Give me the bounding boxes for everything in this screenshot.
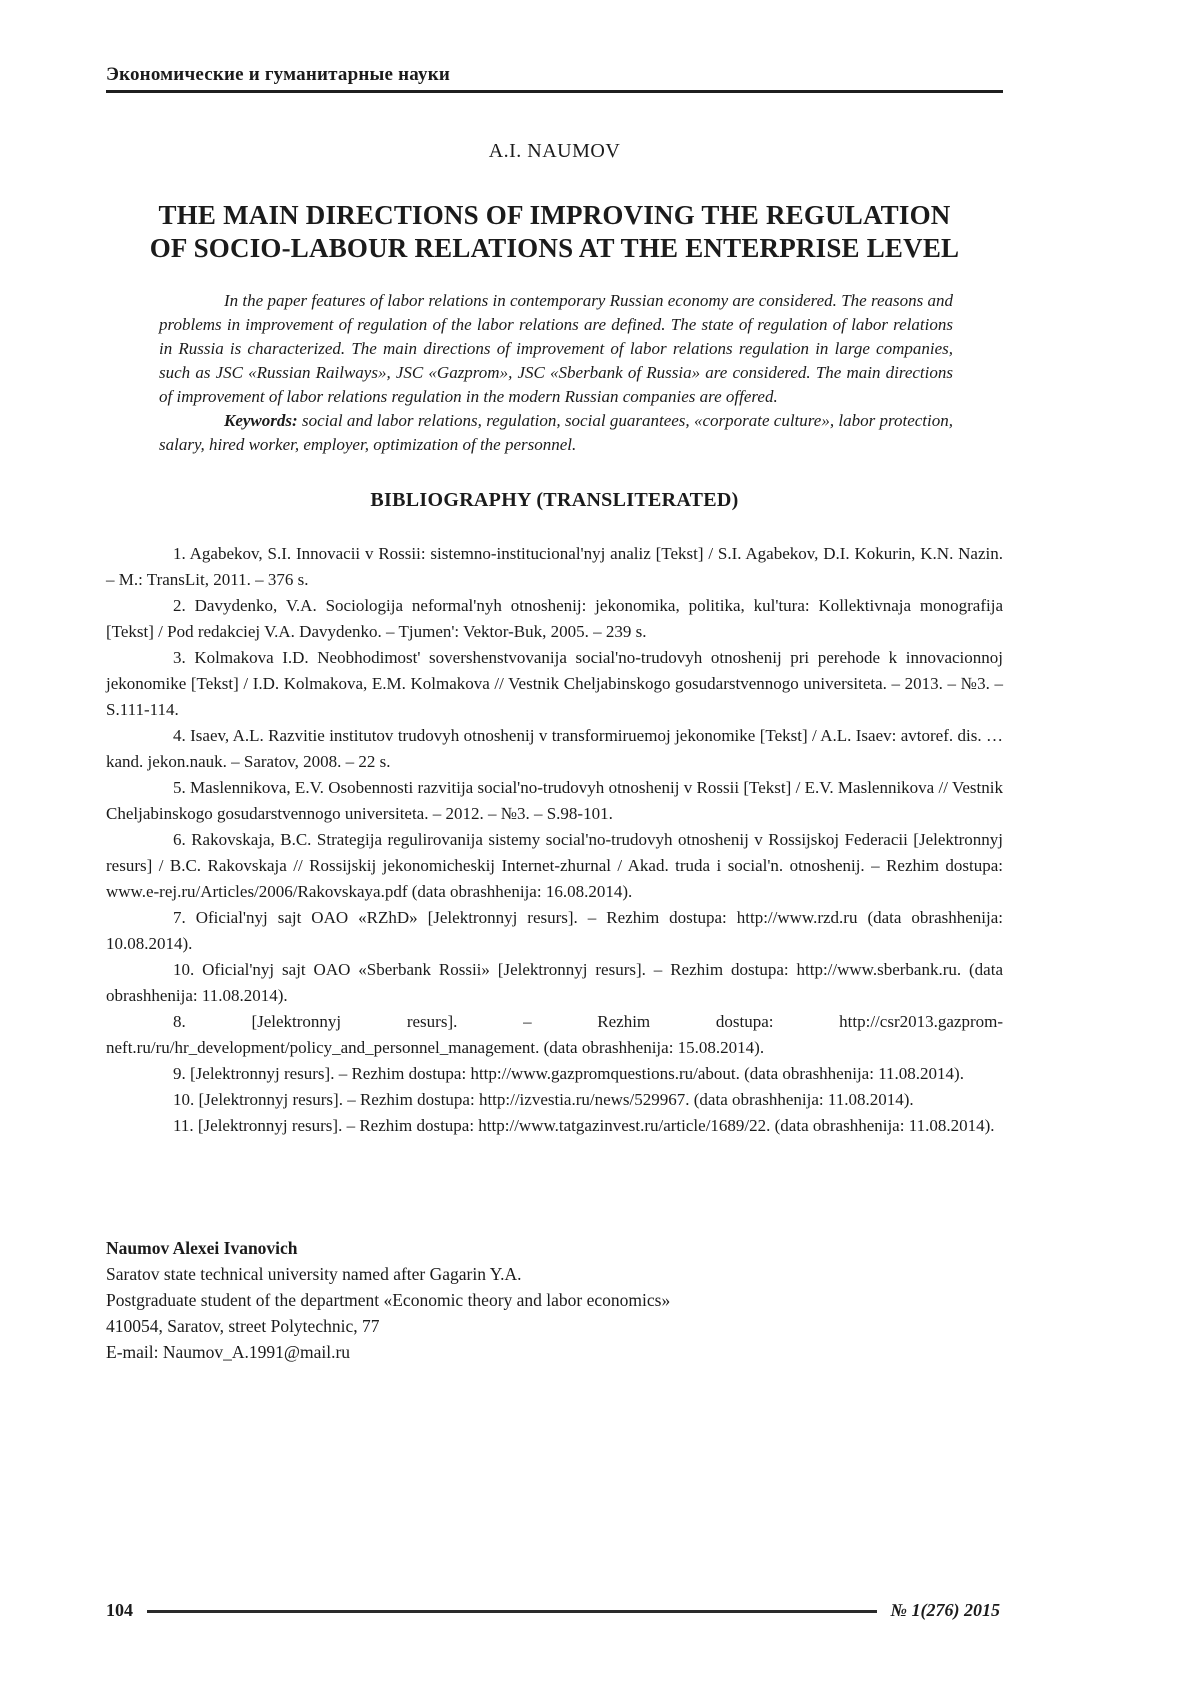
abstract-block [159, 289, 953, 457]
author-name: Naumov Alexei Ivanovich [106, 1238, 298, 1258]
bibliography-item-8: 10. Oficial'nyj sajt OAO «Sberbank Rossii» [Jelektronnyj resurs]. – Rezhim dostupa: http://www.sberbank.ru. (data obrashhenija: 11.08.2014). [106, 960, 1003, 1005]
article-title-line-2: OF SOCIO-LABOUR RELATIONS AT THE ENTERPRISE LEVEL [149, 233, 960, 263]
author-info-block [106, 1235, 1003, 1365]
bibliography-item-1: 1. Agabekov, S.I. Innovacii v Rossii: sistemno-institucional'nyj analiz [Tekst] / S.I. Agabekov, D.I. Kokurin, K.N. Nazin. – M.: TransLit, 2011. – 376 s. [106, 544, 1003, 589]
bibliography-item-6: 6. Rakovskaja, B.C. Strategija regulirovanija sistemy social'no-trudovyh otnoshenij v Rossijskoj Federacii [Jelektronnyj resurs] / B.C. Rakovskaja // Rossijskij jekonomicheskij Internet-zhurnal / Akad. truda i social'n. otnoshenij. – Rezhim dostupa: www.e-rej.ru/Articles/2006/Rakovskaya.pdf (data obrashhenija: 16.08.2014). [106, 830, 1003, 901]
article-title-line-1: THE MAIN DIRECTIONS OF IMPROVING THE REGULATION [158, 200, 951, 230]
bibliography-item-9: 8. [Jelektronnyj resurs]. – Rezhim dostupa: http://csr2013.gazprom-neft.ru/ru/hr_development/policy_and_personnel_management. (data obrashhenija: 15.08.2014). [106, 1012, 1003, 1057]
issue-label: № 1(276) 2015 [890, 1600, 1000, 1620]
footer-rule [147, 1610, 877, 1613]
bibliography-item-4: 4. Isaev, A.L. Razvitie institutov trudovyh otnoshenij v transformiruemoj jekonomike [Tekst] / A.L. Isaev: avtoref. dis. … kand. jekon.nauk. – Saratov, 2008. – 22 s. [106, 726, 1003, 771]
bibliography-list [106, 541, 1003, 1139]
keywords-text: social and labor relations, regulation, social guarantees, «corporate culture», labor protection, salary, hired worker, employer, optimization of the personnel. [159, 411, 953, 454]
bibliography-item-7: 7. Oficial'nyj sajt OAO «RZhD» [Jelektronnyj resurs]. – Rezhim dostupa: http://www.rzd.ru (data obrashhenija: 10.08.2014). [106, 908, 1003, 953]
bibliography-heading: BIBLIOGRAPHY (TRANSLITERATED) [370, 489, 739, 511]
page-footer [106, 1600, 1000, 1621]
page-number: 104 [106, 1600, 133, 1620]
author-email: E-mail: Naumov_A.1991@mail.ru [106, 1342, 351, 1362]
running-header [106, 64, 1003, 93]
author-address: 410054, Saratov, street Polytechnic, 77 [106, 1316, 380, 1336]
abstract-text: In the paper features of labor relations in contemporary Russian economy are considered. The reasons and problems in improvement of regulation of the labor relations are defined. The state of regulation of labor relations in Russia is characterized. The main directions of improvement of labor relations regulation in large companies, such as JSC «Russian Railways», JSC «Gazprom», JSC «Sberbank of Russia» are considered. The main directions of improvement of labor relations regulation in the modern Russian companies are offered. [159, 291, 953, 406]
bibliography-item-10: 9. [Jelektronnyj resurs]. – Rezhim dostupa: http://www.gazpromquestions.ru/about. (data obrashhenija: 11.08.2014). [173, 1064, 964, 1083]
author-position: Postgraduate student of the department «Economic theory and labor economics» [106, 1290, 671, 1310]
keywords-line [159, 409, 953, 457]
bibliography-item-11: 10. [Jelektronnyj resurs]. – Rezhim dostupa: http://izvestia.ru/news/529967. (data obrashhenija: 11.08.2014). [173, 1090, 914, 1109]
bibliography-item-2: 2. Davydenko, V.A. Sociologija neformal'nyh otnoshenij: jekonomika, politika, kul'tura: Kollektivnaja monografija [Tekst] / Pod redakciej V.A. Davydenko. – Tjumen': Vektor-Buk, 2005. – 239 s. [106, 596, 1003, 641]
bibliography-item-5: 5. Maslennikova, E.V. Osobennosti razvitija social'no-trudovyh otnoshenij v Rossii [Tekst] / E.V. Maslennikova // Vestnik Cheljabinskogo gosudarstvennogo universiteta. – 2012. – №3. – S.98-101. [106, 778, 1003, 823]
running-title: Экономические и гуманитарные науки [106, 64, 451, 85]
author-affiliation: Saratov state technical university named after Gagarin Y.A. [106, 1264, 522, 1284]
article-title [106, 199, 1003, 265]
article-author: A.I. NAUMOV [488, 140, 621, 162]
bibliography-item-3: 3. Kolmakova I.D. Neobhodimost' sovershenstvovanija social'no-trudovyh otnoshenij pri perehode k innovacionnoj jekonomike [Tekst] / I.D. Kolmakova, E.M. Kolmakova // Vestnik Cheljabinskogo gosudarstvennogo universiteta. – 2013. – №3. – S.111-114. [106, 648, 1003, 719]
keywords-label: Keywords: [224, 411, 298, 430]
bibliography-item-12: 11. [Jelektronnyj resurs]. – Rezhim dostupa: http://www.tatgazinvest.ru/article/1689/22. (data obrashhenija: 11.08.2014). [173, 1116, 995, 1135]
